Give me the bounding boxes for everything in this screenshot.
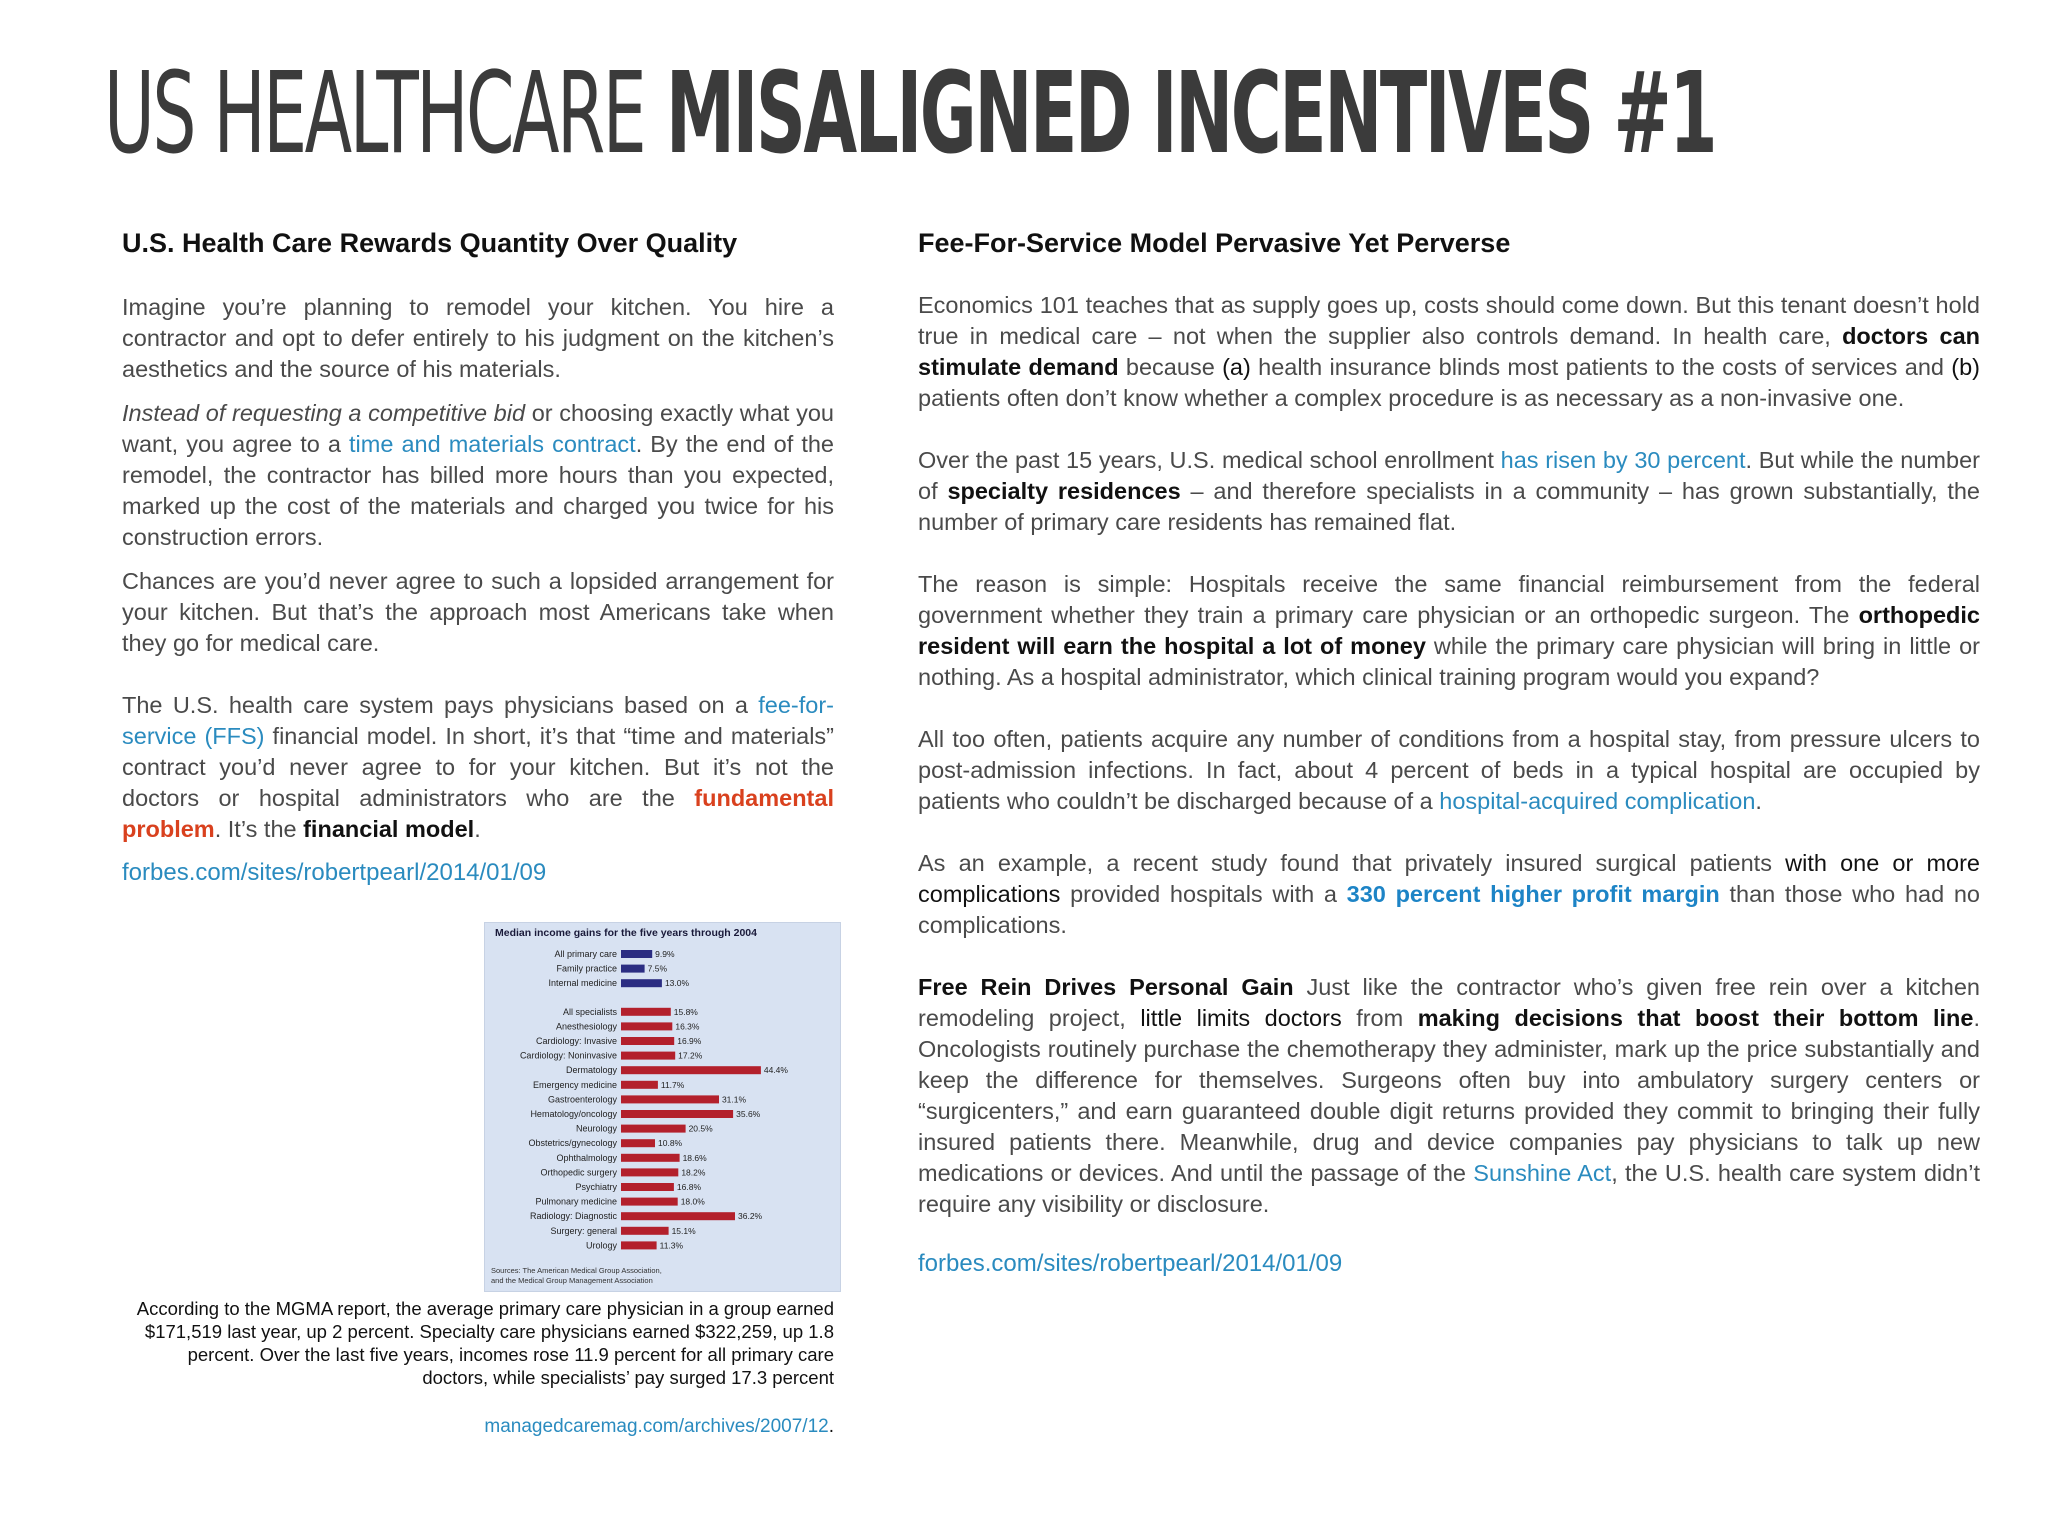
value-label: 11.7% bbox=[660, 1079, 685, 1090]
right-paragraph-3 bbox=[918, 569, 1980, 693]
little-limits-text: little limits doctors bbox=[1140, 1005, 1342, 1031]
italic-phrase: Instead of requesting a competitive bid bbox=[122, 400, 526, 426]
chart-source-line-1: Sources: The American Medical Group Association, bbox=[491, 1266, 662, 1275]
category-label: Hematology/oncology bbox=[530, 1109, 617, 1119]
caption-source bbox=[134, 1415, 834, 1439]
bar bbox=[621, 1037, 674, 1045]
left-paragraph-3: Chances are you’d never agree to such a lopsided arrangement for your kitchen. But that’s the approach most Americans take when they go for medical care. bbox=[122, 568, 834, 656]
financial-model-text: financial model bbox=[303, 816, 475, 842]
category-label: All primary care bbox=[554, 949, 617, 959]
value-label: 18.0% bbox=[680, 1196, 705, 1207]
value-label: 44.4% bbox=[763, 1065, 788, 1076]
text-run: The U.S. health care system pays physicians based on a bbox=[122, 692, 759, 718]
value-label: 10.8% bbox=[658, 1138, 683, 1149]
category-label: Anesthesiology bbox=[555, 1021, 617, 1032]
managedcare-link[interactable]: managedcaremag.com/archives/2007/12 bbox=[484, 1416, 829, 1437]
page-title bbox=[104, 49, 1716, 179]
profit-margin-text: 330 percent higher profit margin bbox=[1346, 881, 1720, 907]
text-run: from bbox=[1341, 1005, 1418, 1031]
bar bbox=[621, 1139, 655, 1147]
complications-text: with one or more complications bbox=[918, 850, 1981, 907]
bar bbox=[621, 1110, 733, 1118]
bar bbox=[621, 1052, 675, 1060]
text-run: , the U.S. health care system didn’t require any visibility or disclosure. bbox=[918, 1160, 1980, 1217]
category-label: Radiology: Diagnostic bbox=[529, 1211, 617, 1222]
value-label: 17.2% bbox=[678, 1050, 703, 1061]
bar bbox=[621, 1022, 672, 1030]
time-materials-link[interactable]: time and materials contract bbox=[349, 431, 636, 457]
bar bbox=[621, 1168, 678, 1176]
right-column bbox=[918, 226, 1980, 1279]
category-label: Internal medicine bbox=[548, 978, 617, 989]
text-run: As an example, a recent study found that privately insured surgical patients bbox=[918, 850, 1786, 876]
free-rein-heading: Free Rein Drives Personal Gain bbox=[918, 974, 1294, 1000]
income-gains-chart bbox=[484, 922, 841, 1292]
right-paragraph-5 bbox=[918, 848, 1980, 941]
text-run: than those who had no complications. bbox=[918, 881, 1980, 938]
right-paragraph-4 bbox=[918, 724, 1980, 817]
bar bbox=[621, 1183, 674, 1191]
ffs-link[interactable]: fee-for-service (FFS) bbox=[122, 692, 834, 749]
complication-link[interactable]: hospital-acquired complication bbox=[1439, 788, 1756, 814]
bar bbox=[621, 950, 652, 958]
text-run: . bbox=[1755, 788, 1762, 814]
title-light: US HEALTHCARE bbox=[104, 49, 645, 179]
value-label: 15.1% bbox=[671, 1225, 696, 1236]
value-label: 20.5% bbox=[688, 1123, 713, 1134]
text-run: health insurance blinds most patients to the costs of services and bbox=[1250, 354, 1952, 380]
category-label: Orthopedic surgery bbox=[540, 1167, 617, 1178]
bar bbox=[621, 1198, 678, 1206]
value-label: 18.2% bbox=[681, 1167, 706, 1178]
text-run: Economics 101 teaches that as supply goes up, costs should come down. But this tenant doesn’t hold true in medical care – not when the supplier also controls demand. In health care, bbox=[918, 292, 1980, 349]
category-label: Emergency medicine bbox=[532, 1079, 617, 1090]
enrollment-link[interactable]: has risen by 30 percent bbox=[1500, 447, 1746, 473]
right-paragraph-6 bbox=[918, 972, 1980, 1220]
category-label: Surgery: general bbox=[550, 1225, 617, 1236]
value-label: 7.5% bbox=[647, 963, 667, 974]
left-source-link[interactable]: forbes.com/sites/robertpearl/2014/01/09 bbox=[122, 859, 547, 886]
category-label: Family practice bbox=[556, 963, 617, 974]
chart-svg bbox=[485, 923, 840, 1291]
text-run: The reason is simple: Hospitals receive the same financial reimbursement from the federal government whether they train a primary care physician or an orthopedic surgeon. The bbox=[918, 571, 1980, 628]
text-run: Over the past 15 years, U.S. medical school enrollment bbox=[918, 447, 1501, 473]
text-run: . It’s the bbox=[214, 816, 304, 842]
sunshine-act-link[interactable]: Sunshine Act bbox=[1473, 1160, 1612, 1186]
value-label: 36.2% bbox=[738, 1211, 763, 1222]
text-run: because bbox=[1118, 354, 1223, 380]
category-label: Dermatology bbox=[565, 1065, 617, 1076]
right-source-link[interactable]: forbes.com/sites/robertpearl/2014/01/09 bbox=[918, 1250, 1343, 1277]
bar bbox=[621, 1154, 680, 1162]
value-label: 35.6% bbox=[736, 1109, 761, 1119]
stimulate-demand-text: doctors can stimulate demand bbox=[918, 323, 1980, 380]
chart-title: Median income gains for the five years through 2004 bbox=[495, 927, 757, 939]
left-paragraph-2 bbox=[122, 398, 834, 553]
text-run: . bbox=[474, 816, 481, 842]
bar bbox=[621, 1066, 761, 1074]
text-run: . Oncologists routinely purchase the chemotherapy they administer, mark up the price substantially and keep the difference for themselves. Surgeons often buy into ambulatory surgery centers or “surgicenters,” and earn guaranteed double digit returns provided they commit to bringing their fully insured patients there. Meanwhile, drug and device companies pay physicians to talk up new medications or devices. And until the passage of the bbox=[918, 1005, 1980, 1186]
left-paragraph-4 bbox=[122, 690, 834, 845]
point-b: (b) bbox=[1951, 354, 1981, 380]
chart-caption: According to the MGMA report, the average primary care physician in a group earned $171,519 last year, up 2 percent. Specialty care physicians earned $322,259, up 1.8 percent. Over the last five years, incomes rose 11.9 percent for all primary care doctors, while specialists’ pay surged 17.3 percent bbox=[136, 1298, 834, 1388]
fundamental-problem-text: fundamental problem bbox=[122, 785, 834, 842]
text-run: while the primary care physician will bring in little or nothing. As a hospital administrator, which clinical training program would you expand? bbox=[918, 633, 1980, 690]
right-heading: Fee-For-Service Model Pervasive Yet Perverse bbox=[918, 228, 1511, 258]
text-run: provided hospitals with a bbox=[1060, 881, 1347, 907]
bar bbox=[621, 979, 662, 987]
value-label: 31.1% bbox=[721, 1094, 747, 1105]
text-run: – and therefore specialists in a community – has grown substantially, the number of primary care residents has remained flat. bbox=[918, 478, 1980, 535]
value-label: 16.9% bbox=[677, 1036, 702, 1046]
value-label: 16.3% bbox=[675, 1021, 700, 1032]
point-a: (a) bbox=[1222, 354, 1251, 380]
bar bbox=[621, 1125, 686, 1133]
text-run: . By the end of the remodel, the contractor has billed more hours than you expected, marked up the cost of the materials and charged you twice for his construction errors. bbox=[122, 431, 834, 550]
category-label: Gastroenterology bbox=[547, 1094, 617, 1105]
bar bbox=[621, 1212, 735, 1220]
category-label: Neurology bbox=[575, 1123, 617, 1134]
right-paragraph-2 bbox=[918, 445, 1980, 538]
bar bbox=[621, 965, 645, 973]
category-label: Pulmonary medicine bbox=[535, 1196, 617, 1207]
bar bbox=[621, 1081, 658, 1089]
bar bbox=[621, 1095, 719, 1103]
caption-dot: . bbox=[828, 1416, 834, 1437]
value-label: 15.8% bbox=[673, 1006, 698, 1017]
category-label: Cardiology: Noninvasive bbox=[519, 1050, 617, 1061]
value-label: 18.6% bbox=[682, 1152, 707, 1163]
category-label: Ophthalmology bbox=[556, 1152, 617, 1163]
value-label: 11.3% bbox=[659, 1240, 684, 1251]
chart-source-line-2: and the Medical Group Management Association bbox=[491, 1276, 653, 1285]
right-paragraph-1 bbox=[918, 290, 1980, 414]
category-label: Obstetrics/gynecology bbox=[528, 1138, 617, 1149]
left-paragraph-1: Imagine you’re planning to remodel your kitchen. You hire a contractor and opt to defer entirely to his judgment on the kitchen’s aesthetics and the source of his materials. bbox=[122, 294, 834, 382]
text-run: financial model. In short, it’s that “time and materials” contract you’d never agree to for your kitchen. But it’s not the doctors or hospital administrators who are the bbox=[122, 723, 835, 811]
text-run: Just like the contractor who’s given free rein over a kitchen remodeling project, bbox=[918, 974, 1980, 1031]
category-label: Cardiology: Invasive bbox=[535, 1036, 617, 1046]
title-heavy: MISALIGNED INCENTIVES #1 bbox=[665, 49, 1716, 179]
bar bbox=[621, 1008, 671, 1016]
text-run: All too often, patients acquire any number of conditions from a hospital stay, from pressure ulcers to post-admission infections. In fact, about 4 percent of beds in a typical hospital are occupied by patients who couldn’t be discharged because of a bbox=[918, 726, 1980, 814]
text-run: patients often don’t know whether a complex procedure is as necessary as a non-invasive one. bbox=[918, 385, 1905, 411]
value-label: 9.9% bbox=[655, 949, 675, 959]
text-run: . But while the number of bbox=[918, 447, 1980, 504]
orthopedic-resident-text: orthopedic resident will earn the hospital a lot of money bbox=[918, 602, 1980, 659]
category-label: Urology bbox=[585, 1240, 617, 1251]
value-label: 13.0% bbox=[664, 978, 690, 989]
category-label: All specialists bbox=[562, 1006, 617, 1017]
category-label: Psychiatry bbox=[575, 1182, 617, 1192]
bar bbox=[621, 1227, 669, 1235]
text-run: or choosing exactly what you want, you agree to a bbox=[122, 400, 835, 457]
value-label: 16.8% bbox=[676, 1182, 702, 1192]
bottom-line-text: making decisions that boost their bottom line bbox=[1417, 1005, 1974, 1031]
left-heading: U.S. Health Care Rewards Quantity Over Quality bbox=[122, 228, 738, 258]
specialty-residences-text: specialty residences bbox=[947, 478, 1181, 504]
bar bbox=[621, 1241, 657, 1249]
left-column bbox=[122, 226, 834, 888]
